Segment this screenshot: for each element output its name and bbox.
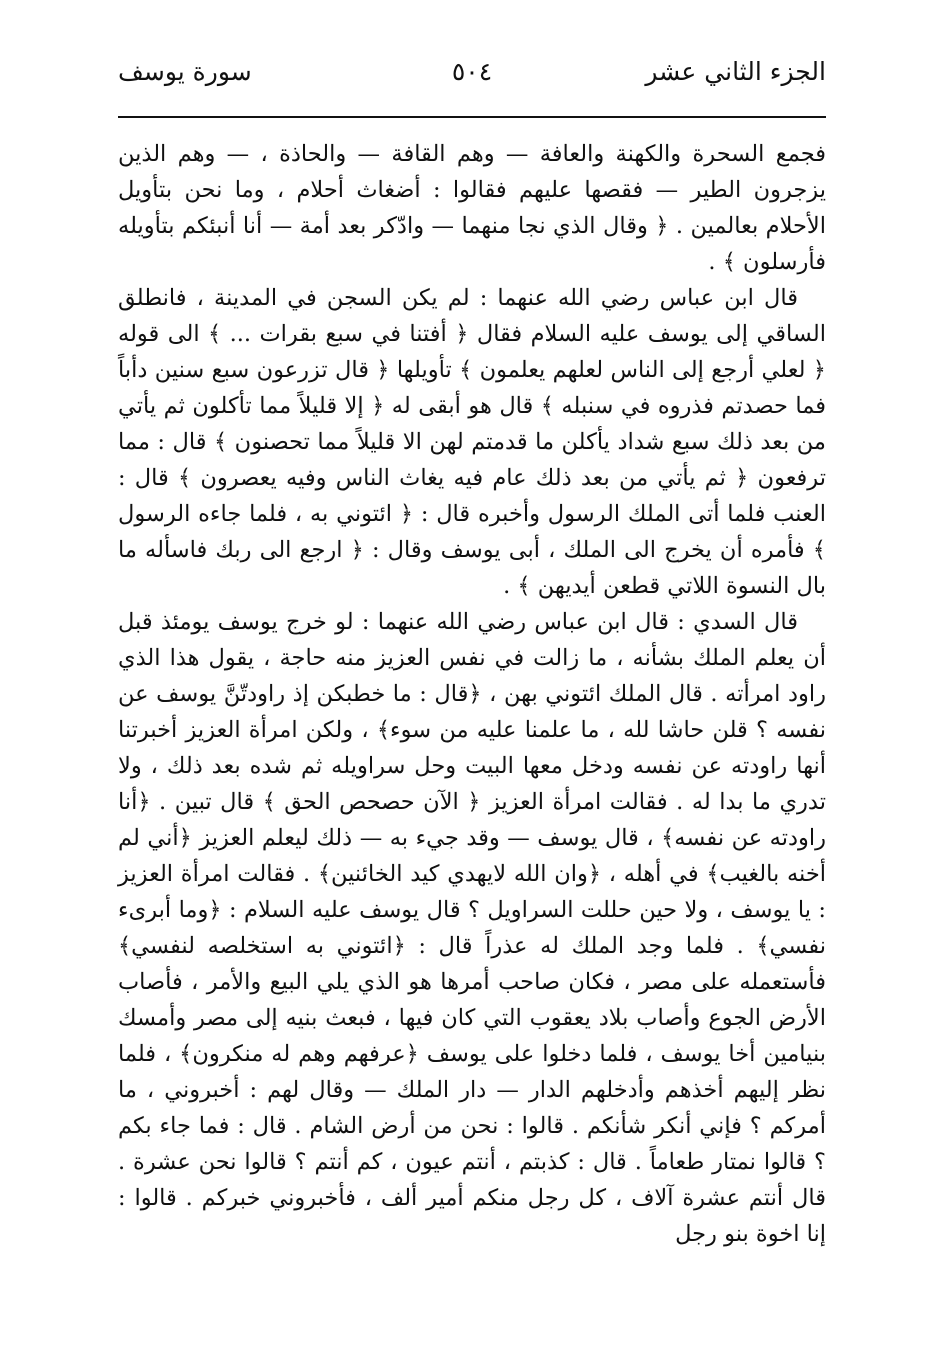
paragraph: قال ابن عباس رضي الله عنهما : لم يكن السجن في المدينة ، فانطلق الساقي إلى يوسف عليه السلام فقال ﴿ أفتنا في سبع بقرات ... ﴾ الى قوله ﴿ لعلي أرجع إلى الناس لعلهم يعلمون ﴾ تأويلها ﴿ قال تزرعون سبع سنين دأباً فما حصدتم فذروه في سنبله ﴾ قال هو أبقى له ﴿ إلا قليلاً مما تأكلون ثم يأتي من بعد ذلك سبع شداد يأكلن ما قدمتم لهن الا قليلاً مما تحصنون ﴾ قال : مما ترفعون ﴿ ثم يأتي من بعد ذلك عام فيه يغاث الناس وفيه يعصرون ﴾ قال : العنب فلما أتى الملك الرسول وأخبره قال : ﴿ ائتوني به ، فلما جاءه الرسول ﴾ فأمره أن يخرج الى الملك ، أبى يوسف وقال : ﴿ ارجع الى ربك فاسأله ما بال النسوة اللاتي قطعن أيديهن ﴾ .	[118, 285, 826, 599]
header-rule	[118, 116, 826, 118]
page-number: ٥٠٤	[451, 57, 493, 86]
running-head	[118, 52, 826, 92]
surah-title: سورة يوسف	[118, 57, 252, 86]
paragraph: فجمع السحرة والكهنة والعافة — وهم القافة — والحاذة ، — وهم الذين يزجرون الطير — فقصها عليهم فقالوا : أضغاث أحلام ، وما نحن بتأويل الأحلام بعالمين . ﴿ وقال الذي نجا منهما — وادّكر بعد أمة — أنا أنبئكم بتأويله فأرسلون ﴾ .	[118, 141, 826, 275]
body-text	[118, 136, 826, 1252]
paragraph: قال السدي : قال ابن عباس رضي الله عنهما : لو خرج يوسف يومئذ قبل أن يعلم الملك بشأنه ، ما زالت في نفس العزيز منه حاجة ، يقول هذا الذي راود امرأته . قال الملك ائتوني بهن ، ﴿قال : ما خطبكن إذ راودتّنَّ يوسف عن نفسه ؟ قلن حاشا لله ، ما علمنا عليه من سوء﴾ ، ولكن امرأة العزيز أخبرتنا أنها راودته عن نفسه ودخل معها البيت وحل سراويله ثم شده بعد ذلك ، ولا تدري ما بدا له . فقالت امرأة العزيز ﴿ الآن حصحص الحق ﴾ قال تبين . ﴿أنا راودته عن نفسه﴾ ، قال يوسف — وقد جيء به — ذلك ليعلم العزيز ﴿أني لم أخنه بالغيب﴾ في أهله ، ﴿وان الله لايهدي كيد الخائنين﴾ . فقالت امرأة العزيز : يا يوسف ، ولا حين حللت السراويل ؟ قال يوسف عليه السلام : ﴿وما أبرىء نفسي﴾ . فلما وجد الملك له عذراً قال : ﴿ائتوني به استخلصه لنفسي﴾ فأستعمله على مصر ، فكان صاحب أمرها هو الذي يلي البيع والأمر ، فأصاب الأرض الجوع وأصاب بلاد يعقوب التي كان فيها ، فبعث بنيه إلى مصر وأمسك بنيامين أخا يوسف ، فلما دخلوا على يوسف ﴿عرفهم وهم له منكرون﴾ ، فلما نظر إليهم أخذهم وأدخلهم الدار — دار الملك — وقال لهم : أخبروني ، ما أمركم ؟ فإني أنكر شأنكم . قالوا : نحن من أرض الشام . قال : فما جاء بكم ؟ قالوا نمتار طعاماً . قال : كذبتم ، أنتم عيون ، كم أنتم ؟ قالوا نحن عشرة . قال أنتم عشرة آلاف ، كل رجل منكم أمير ألف ، فأخبروني خبركم . قالوا : إنا اخوة بنو رجل	[118, 609, 826, 1247]
part-title: الجزء الثاني عشر	[645, 57, 826, 86]
